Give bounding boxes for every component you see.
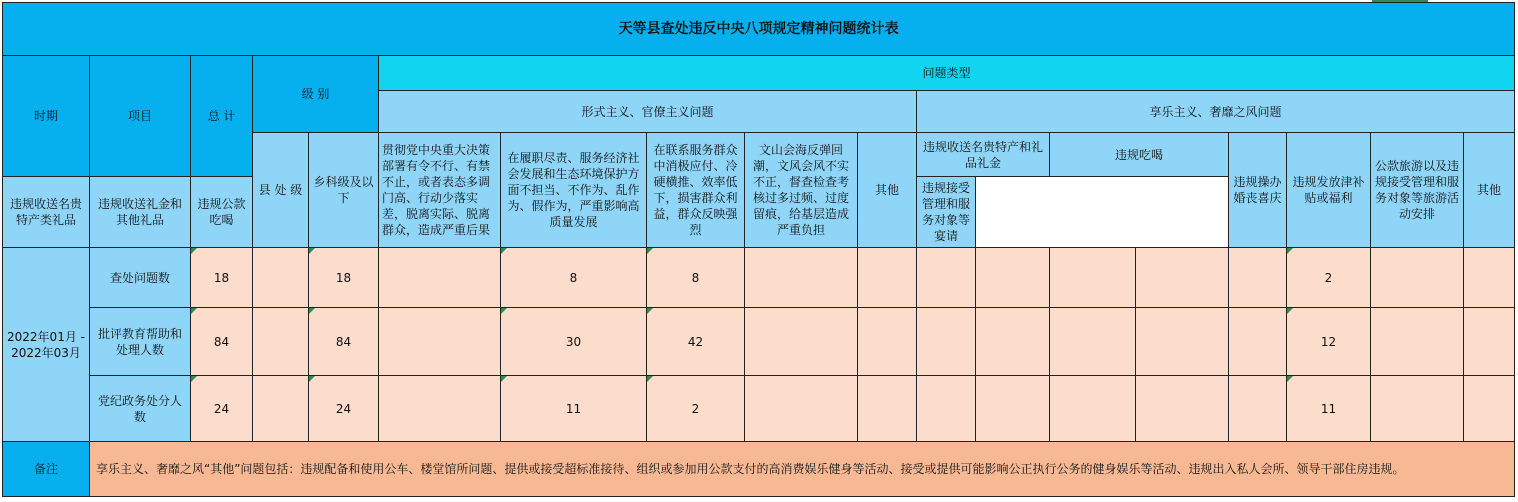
statistics-table bbox=[2, 2, 1515, 497]
cell-h4[interactable]: 11 bbox=[1287, 376, 1371, 442]
cell-h1a[interactable] bbox=[917, 248, 976, 308]
cell-f4[interactable] bbox=[745, 308, 858, 376]
header-h6: 其他 bbox=[1464, 133, 1515, 248]
cell-h5[interactable] bbox=[1371, 308, 1464, 376]
cell-f2[interactable]: 11 bbox=[501, 376, 647, 442]
header-f4: 文山会海反弹回潮，文风会风不实不正，督查检查考核过多过频、过度留痕，给基层造成严重负担 bbox=[745, 133, 858, 248]
cell-h5[interactable] bbox=[1371, 248, 1464, 308]
cell-h4[interactable]: 12 bbox=[1287, 308, 1371, 376]
cell-h5[interactable] bbox=[1371, 376, 1464, 442]
cell-f3[interactable]: 42 bbox=[647, 308, 745, 376]
header-formalism: 形式主义、官僚主义问题 bbox=[379, 91, 917, 133]
cell-h2a[interactable] bbox=[1050, 376, 1136, 442]
cell-h6[interactable] bbox=[1464, 308, 1515, 376]
header-h1: 违规收送名贵特产和礼品礼金 bbox=[917, 133, 1050, 177]
cell-total[interactable]: 18 bbox=[191, 248, 253, 308]
cell-h3[interactable] bbox=[1229, 308, 1287, 376]
header-h3: 违规操办婚丧喜庆 bbox=[1229, 133, 1287, 248]
cell-h1b[interactable] bbox=[976, 248, 1050, 308]
cell-f5[interactable] bbox=[858, 376, 917, 442]
header-item: 项目 bbox=[90, 56, 191, 177]
row-label[interactable]: 查处问题数 bbox=[90, 248, 191, 308]
note-label[interactable]: 备注 bbox=[3, 442, 90, 497]
cell-h4[interactable]: 2 bbox=[1287, 248, 1371, 308]
row-label[interactable]: 党纪政务处分人数 bbox=[90, 376, 191, 442]
header-period: 时期 bbox=[3, 56, 90, 177]
header-hedonism: 享乐主义、奢靡之风问题 bbox=[917, 91, 1515, 133]
cell-h1a[interactable] bbox=[917, 376, 976, 442]
cell-township[interactable]: 18 bbox=[309, 248, 379, 308]
cell-h2b[interactable] bbox=[1136, 376, 1229, 442]
cell-h3[interactable] bbox=[1229, 248, 1287, 308]
cell-f3[interactable]: 2 bbox=[647, 376, 745, 442]
cell-total[interactable]: 24 bbox=[191, 376, 253, 442]
header-h5: 公款旅游以及违规接受管理和服务对象等旅游活动安排 bbox=[1371, 133, 1464, 248]
header-h2a: 违规公款吃喝 bbox=[191, 177, 253, 248]
cell-f1[interactable] bbox=[379, 248, 501, 308]
row-label[interactable]: 批评教育帮助和处理人数 bbox=[90, 308, 191, 376]
header-h1a: 违规收送名贵特产类礼品 bbox=[3, 177, 90, 248]
cell-f4[interactable] bbox=[745, 376, 858, 442]
period-cell[interactable]: 2022年01月 - 2022年03月 bbox=[3, 248, 90, 442]
header-h2b: 违规接受管理和服务对象等宴请 bbox=[917, 177, 976, 248]
header-f3: 在联系服务群众中消极应付、冷硬横推、效率低下，损害群众利益，群众反映强烈 bbox=[647, 133, 745, 248]
note-text[interactable]: 享乐主义、奢靡之风“其他”问题包括：违规配备和使用公车、楼堂馆所问题、提供或接受超标准接待、组织或参加用公款支付的高消费娱乐健身等活动、接受或提供可能影响公正执行公务的健身娱乐等活动、违规出入私人会所、领导干部住房违规。 bbox=[90, 442, 1515, 497]
cell-f2[interactable]: 8 bbox=[501, 248, 647, 308]
cell-h2b[interactable] bbox=[1136, 308, 1229, 376]
cell-total[interactable]: 84 bbox=[191, 308, 253, 376]
cell-f5[interactable] bbox=[858, 248, 917, 308]
header-f2: 在履职尽责、服务经济社会发展和生态环境保护方面不担当、不作为、乱作为、假作为，严重影响高质量发展 bbox=[501, 133, 647, 248]
header-h4: 违规发放津补贴或福利 bbox=[1287, 133, 1371, 248]
cell-h2a[interactable] bbox=[1050, 308, 1136, 376]
header-f1: 贯彻党中央重大决策部署有令不行、有禁不止，或者表态多调门高、行动少落实差，脱离实际、脱离群众，造成严重后果 bbox=[379, 133, 501, 248]
cell-township[interactable]: 24 bbox=[309, 376, 379, 442]
header-h2: 违规吃喝 bbox=[1050, 133, 1229, 177]
cell-f4[interactable] bbox=[745, 248, 858, 308]
cell-h6[interactable] bbox=[1464, 376, 1515, 442]
cell-f2[interactable]: 30 bbox=[501, 308, 647, 376]
cell-h2a[interactable] bbox=[1050, 248, 1136, 308]
header-h1b: 违规收送礼金和其他礼品 bbox=[90, 177, 191, 248]
cell-h3[interactable] bbox=[1229, 376, 1287, 442]
cell-county[interactable] bbox=[253, 376, 309, 442]
cell-f5[interactable] bbox=[858, 308, 917, 376]
table-title: 天等县查处违反中央八项规定精神问题统计表 bbox=[3, 3, 1515, 56]
header-county-level: 县 处 级 bbox=[253, 133, 309, 248]
cell-f1[interactable] bbox=[379, 376, 501, 442]
cell-h1b[interactable] bbox=[976, 308, 1050, 376]
header-problem-type: 问题类型 bbox=[379, 56, 1515, 91]
header-level: 级 别 bbox=[253, 56, 379, 133]
cell-h1b[interactable] bbox=[976, 376, 1050, 442]
cell-h1a[interactable] bbox=[917, 308, 976, 376]
header-total: 总 计 bbox=[191, 56, 253, 177]
cell-county[interactable] bbox=[253, 248, 309, 308]
header-township-level: 乡科级及以下 bbox=[309, 133, 379, 248]
cell-h6[interactable] bbox=[1464, 248, 1515, 308]
cell-county[interactable] bbox=[253, 308, 309, 376]
header-f5: 其他 bbox=[858, 133, 917, 248]
cell-h2b[interactable] bbox=[1136, 248, 1229, 308]
cell-township[interactable]: 84 bbox=[309, 308, 379, 376]
cell-f1[interactable] bbox=[379, 308, 501, 376]
cell-f3[interactable]: 8 bbox=[647, 248, 745, 308]
